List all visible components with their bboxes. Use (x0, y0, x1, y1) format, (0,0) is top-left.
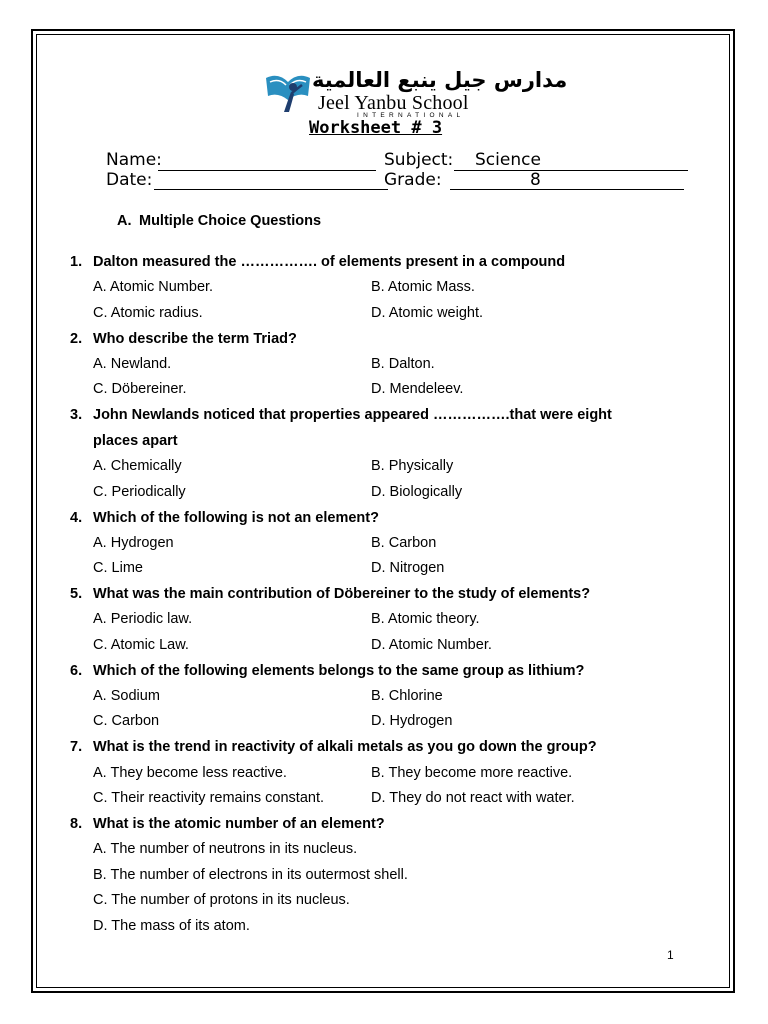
option-d[interactable]: D. They do not react with water. (371, 790, 575, 806)
worksheet-title: Worksheet # 3 (309, 118, 443, 138)
question-number: 2. (70, 331, 83, 347)
question-7 (70, 739, 597, 755)
question-number: 1. (70, 254, 83, 270)
section-title: Multiple Choice Questions (139, 213, 322, 229)
option-a[interactable]: A. Periodic law. (93, 611, 193, 627)
option-d[interactable]: D. Nitrogen (371, 560, 445, 576)
option-a[interactable]: A. Hydrogen (93, 535, 174, 551)
grade-blank-line (450, 189, 684, 190)
question-6 (70, 663, 584, 679)
question-number: 7. (70, 739, 83, 755)
question-number: 3. (70, 407, 83, 423)
name-blank-line[interactable] (158, 170, 376, 171)
option-c[interactable]: C. Carbon (93, 713, 160, 729)
school-name-arabic: مدارس جيل ينبع العالمية (312, 68, 568, 92)
question-text: Which of the following is not an element? (93, 510, 379, 526)
option-a[interactable]: A. They become less reactive. (93, 765, 287, 781)
question-3 (70, 407, 612, 423)
subject-blank-line (454, 170, 688, 171)
subject-label: Subject: (384, 150, 454, 170)
question-text: Who describe the term Triad? (93, 331, 297, 347)
school-logo (264, 68, 568, 122)
question-number: 6. (70, 663, 83, 679)
option-b[interactable]: B. Dalton. (371, 356, 435, 372)
question-8 (70, 816, 385, 832)
question-1 (70, 254, 565, 270)
question-text: What is the trend in reactivity of alkali metals as you go down the group? (93, 739, 597, 755)
question-number: 4. (70, 510, 83, 526)
option-c[interactable]: C. Atomic radius. (93, 305, 203, 321)
option-b[interactable]: B. They become more reactive. (371, 765, 573, 781)
question-number: 5. (70, 586, 83, 602)
option-a[interactable]: A. Atomic Number. (93, 279, 214, 295)
option-a[interactable]: A. Sodium (93, 688, 160, 704)
school-name-english: Jeel Yanbu School (318, 92, 469, 114)
option-a[interactable]: A. Chemically (93, 458, 182, 474)
question-text: John Newlands noticed that properties appeared …………….that were eight (93, 407, 612, 423)
option-b[interactable]: B. Carbon (371, 535, 437, 551)
option-a[interactable]: A. Newland. (93, 356, 172, 372)
option-b[interactable]: B. Atomic theory. (371, 611, 480, 627)
section-heading (117, 213, 321, 229)
question-text: Dalton measured the ……………. of elements present in a compound (93, 254, 566, 270)
name-label: Name: (106, 150, 162, 170)
book-person-logo-icon (264, 70, 314, 120)
question-4 (70, 510, 379, 526)
question-text: What is the atomic number of an element? (93, 816, 385, 832)
grade-label: Grade: (384, 170, 442, 190)
question-2 (70, 331, 297, 347)
option-c[interactable]: C. The number of protons in its nucleus. (93, 892, 350, 908)
option-d[interactable]: D. Mendeleev. (371, 381, 464, 397)
option-c[interactable]: C. Döbereiner. (93, 381, 187, 397)
option-d[interactable]: D. The mass of its atom. (93, 918, 250, 934)
option-d[interactable]: D. Biologically (371, 484, 463, 500)
grade-value: 8 (530, 170, 541, 190)
question-text-continued: places apart (93, 433, 178, 449)
subject-value: Science (475, 150, 541, 170)
question-text: Which of the following elements belongs to the same group as lithium? (93, 663, 585, 679)
question-number: 8. (70, 816, 83, 832)
school-subtitle: INTERNATIONAL (357, 112, 465, 119)
option-b[interactable]: B. Chlorine (371, 688, 443, 704)
option-c[interactable]: C. Their reactivity remains constant. (93, 790, 325, 806)
option-b[interactable]: B. The number of electrons in its outermost shell. (93, 867, 408, 883)
question-5 (70, 586, 590, 602)
page-number: 1 (667, 948, 674, 962)
option-c[interactable]: C. Atomic Law. (93, 637, 189, 653)
option-d[interactable]: D. Atomic weight. (371, 305, 484, 321)
option-c[interactable]: C. Periodically (93, 484, 186, 500)
option-d[interactable]: D. Hydrogen (371, 713, 453, 729)
option-a[interactable]: A. The number of neutrons in its nucleus. (93, 841, 358, 857)
option-d[interactable]: D. Atomic Number. (371, 637, 492, 653)
question-text: What was the main contribution of Döbereiner to the study of elements? (93, 586, 591, 602)
date-blank-line[interactable] (154, 189, 388, 190)
date-label: Date: (106, 170, 153, 190)
section-letter: A. (117, 213, 132, 229)
option-c[interactable]: C. Lime (93, 560, 143, 576)
option-b[interactable]: B. Atomic Mass. (371, 279, 475, 295)
option-b[interactable]: B. Physically (371, 458, 454, 474)
